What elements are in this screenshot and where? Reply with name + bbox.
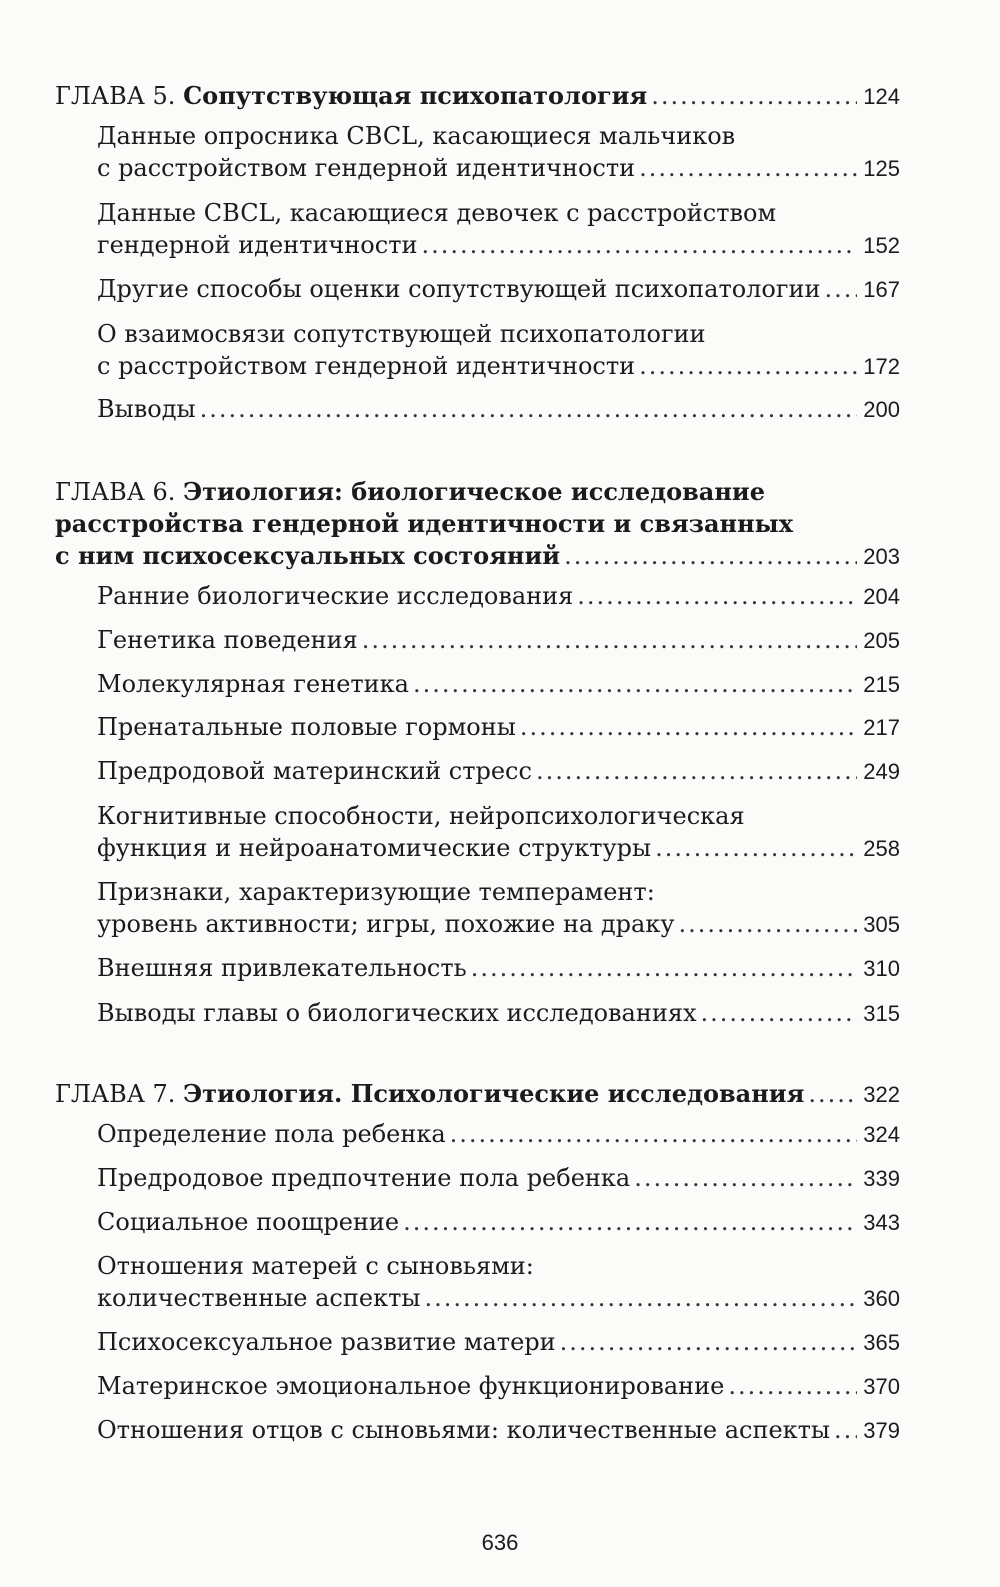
dot-leader xyxy=(403,1206,857,1238)
page-ref: 200 xyxy=(863,397,900,422)
dot-leader xyxy=(577,580,857,612)
entry-line: с расстройством гендерной идентичности xyxy=(97,352,636,380)
dot-leader xyxy=(536,755,857,787)
toc-entry xyxy=(97,624,900,657)
chapter-title: с ним психосексуальных состояний xyxy=(55,541,561,570)
page-ref: 360 xyxy=(863,1286,900,1311)
dot-leader xyxy=(560,1326,858,1358)
toc-entry xyxy=(97,876,900,941)
entry-line: Материнское эмоциональное функционирование xyxy=(97,1372,725,1400)
toc-entry xyxy=(97,1206,900,1239)
dot-leader xyxy=(834,1414,857,1446)
toc-entry xyxy=(97,318,900,383)
entry-line: количественные аспекты xyxy=(97,1284,421,1312)
chapter-title: расстройства гендерной идентичности и связанных xyxy=(55,509,794,538)
page-ref: 217 xyxy=(863,715,900,740)
dot-leader xyxy=(639,350,857,382)
toc-entry xyxy=(97,800,900,865)
toc-entry xyxy=(97,711,900,744)
page-ref: 343 xyxy=(863,1210,900,1235)
page-ref: 365 xyxy=(863,1330,900,1355)
chapter-6-heading xyxy=(55,476,900,573)
dot-leader xyxy=(413,668,857,700)
page-ref: 124 xyxy=(863,84,900,109)
page-ref: 315 xyxy=(863,1001,900,1026)
dot-leader xyxy=(450,1118,858,1150)
entry-line: Пренатальные половые гормоны xyxy=(97,713,516,741)
entry-line: Данные опросника CBCL, касающиеся мальчиков xyxy=(97,122,736,150)
dot-leader xyxy=(471,952,858,984)
entry-line: Предродовой материнский стресс xyxy=(97,757,532,785)
toc-entry xyxy=(97,997,900,1030)
dot-leader xyxy=(808,1078,857,1110)
toc-entry xyxy=(97,755,900,788)
page-ref: 152 xyxy=(863,233,900,258)
dot-leader xyxy=(651,80,857,112)
dot-leader xyxy=(655,832,857,864)
chapter-label: ГЛАВА 5. xyxy=(55,82,176,110)
page-ref: 310 xyxy=(863,956,900,981)
entry-line: Внешняя привлекательность xyxy=(97,954,467,982)
page-ref: 215 xyxy=(863,672,900,697)
chapter-7-heading xyxy=(55,1078,900,1111)
entry-line: Предродовое предпочтение пола ребенка xyxy=(97,1164,631,1192)
entry-line: Молекулярная генетика xyxy=(97,670,409,698)
toc-entry xyxy=(97,393,900,426)
entry-line: с расстройством гендерной идентичности xyxy=(97,154,636,182)
toc-entry xyxy=(97,580,900,613)
entry-line: Признаки, характеризующие темперамент: xyxy=(97,878,655,906)
toc-entry xyxy=(97,1326,900,1359)
chapter-label: ГЛАВА 7. xyxy=(55,1080,176,1108)
toc-entry xyxy=(97,1370,900,1403)
page-ref: 322 xyxy=(863,1082,900,1107)
entry-line: Отношения отцов с сыновьями: количественные аспекты xyxy=(97,1416,831,1444)
dot-leader xyxy=(824,273,857,305)
entry-line: О взаимосвязи сопутствующей психопатологии xyxy=(97,320,706,348)
entry-line: Генетика поведения xyxy=(97,626,358,654)
entry-line: Психосексуальное развитие матери xyxy=(97,1328,556,1356)
dot-leader xyxy=(520,711,857,743)
page-ref: 125 xyxy=(863,156,900,181)
entry-line: уровень активности; игры, похожие на драку xyxy=(97,910,675,938)
page-ref: 305 xyxy=(863,912,900,937)
page-ref: 204 xyxy=(863,584,900,609)
page-ref: 324 xyxy=(863,1122,900,1147)
dot-leader xyxy=(564,540,857,572)
toc-entry xyxy=(97,1414,900,1447)
chapter-label: ГЛАВА 6. xyxy=(55,478,176,506)
toc-entry xyxy=(97,197,900,262)
chapter-title: Этиология: биологическое исследование xyxy=(183,477,765,506)
entry-line: Социальное поощрение xyxy=(97,1208,400,1236)
entry-line: Отношения матерей с сыновьями: xyxy=(97,1252,534,1280)
entry-line: Когнитивные способности, нейропсихологическая xyxy=(97,802,745,830)
page-ref: 339 xyxy=(863,1166,900,1191)
page-ref: 258 xyxy=(863,836,900,861)
entry-line: Выводы xyxy=(97,395,196,423)
toc-entry xyxy=(97,1162,900,1195)
dot-leader xyxy=(200,393,858,425)
toc-entry xyxy=(97,273,900,306)
entry-line: Другие способы оценки сопутствующей психопатологии xyxy=(97,275,821,303)
page-ref: 172 xyxy=(863,354,900,379)
page-ref: 379 xyxy=(863,1418,900,1443)
dot-leader xyxy=(424,1282,857,1314)
entry-line: гендерной идентичности xyxy=(97,231,418,259)
chapter-title: Сопутствующая психопатология xyxy=(183,81,648,110)
page-ref: 370 xyxy=(863,1374,900,1399)
entry-line: Данные CBCL, касающиеся девочек с расстройством xyxy=(97,199,777,227)
dot-leader xyxy=(634,1162,857,1194)
dot-leader xyxy=(678,908,857,940)
toc-entry xyxy=(97,668,900,701)
dot-leader xyxy=(421,229,857,261)
toc-entry xyxy=(97,120,900,185)
page-ref: 205 xyxy=(863,628,900,653)
chapter-5-heading xyxy=(55,80,900,113)
entry-line: функция и нейроанатомические структуры xyxy=(97,834,652,862)
page-ref: 249 xyxy=(863,759,900,784)
page-number: 636 xyxy=(481,1530,519,1555)
page-ref: 203 xyxy=(863,544,900,569)
dot-leader xyxy=(728,1370,857,1402)
entry-line: Ранние биологические исследования xyxy=(97,582,574,610)
toc-entry xyxy=(97,1250,900,1315)
entry-line: Определение пола ребенка xyxy=(97,1120,446,1148)
entry-line: Выводы главы о биологических исследованиях xyxy=(97,999,697,1027)
dot-leader xyxy=(701,997,858,1029)
dot-leader xyxy=(362,624,858,656)
dot-leader xyxy=(639,152,857,184)
toc-entry xyxy=(97,1118,900,1151)
toc-entry xyxy=(97,952,900,985)
chapter-title: Этиология. Психологические исследования xyxy=(183,1079,805,1108)
page-ref: 167 xyxy=(863,277,900,302)
